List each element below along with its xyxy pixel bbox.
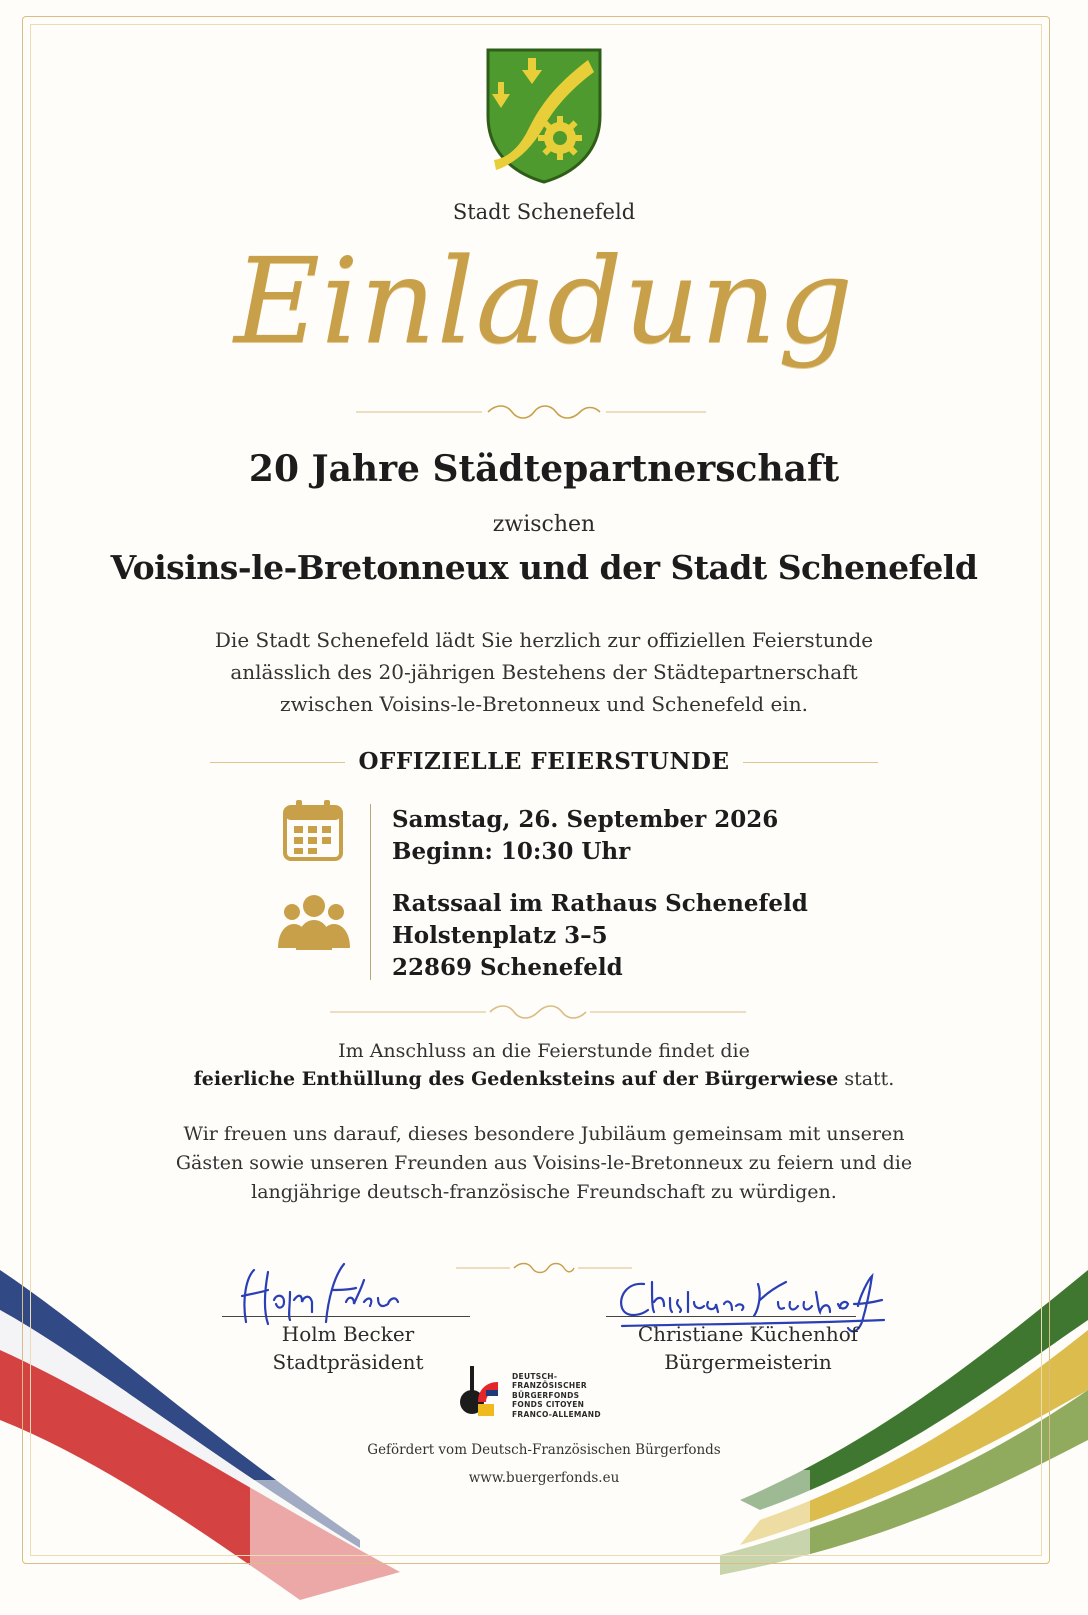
- ornament-divider: [0, 400, 1088, 424]
- funded-by-text: Gefördert vom Deutsch-Französischen Bürgerfonds: [367, 1442, 721, 1458]
- event-date: Samstag, 26. September 2026: [392, 806, 779, 833]
- closing-text: Wir freuen uns darauf, dieses besondere Jubiläum gemeinsam mit unseren Gästen sowie unseren Freunden aus Voisins-le-Bretonneux zu feiern und die langjährige deutsch-französische Freundschaft zu würdigen.: [175, 1123, 913, 1203]
- headline-connector: zwischen: [492, 512, 596, 537]
- event-venue-block: [392, 888, 808, 984]
- event-divider: [370, 804, 371, 980]
- event-street: Holstenplatz 3–5: [392, 922, 608, 949]
- website-link[interactable]: www.buergerfonds.eu: [468, 1470, 620, 1486]
- signer-right-role: Bürgermeisterin: [664, 1350, 832, 1374]
- invitation-title: Einladung: [233, 232, 855, 370]
- headline-title: 20 Jahre Städtepartnerschaft: [248, 448, 840, 490]
- signer-right-name: Christiane Küchenhof: [637, 1322, 859, 1346]
- after-text-2: feierliche Enthüllung des Gedenksteins auf der Bürgerwiese statt.: [193, 1068, 895, 1090]
- signer-right: [588, 1320, 908, 1376]
- city-crest-icon: [484, 46, 604, 186]
- ornament-divider-2: [0, 1000, 1088, 1024]
- people-icon: [278, 892, 350, 952]
- buergerfonds-logo-text: DEUTSCH- FRANZÖSISCHER BÜRGERFONDS FONDS CITOYEN FRANCO-ALLEMAND: [512, 1372, 601, 1419]
- signature-line-left: [222, 1316, 470, 1317]
- section-title: OFFIZIELLE FEIERSTUNDE: [345, 748, 744, 775]
- intro-text: Die Stadt Schenefeld lädt Sie herzlich zur offiziellen Feierstunde anlässlich des 20-jährigen Bestehens der Städtepartnerschaft zwischen Voisins-le-Bretonneux und Schenefeld ein.: [214, 628, 874, 716]
- event-time: Beginn: 10:30 Uhr: [392, 838, 631, 865]
- event-city: 22869 Schenefeld: [392, 954, 623, 981]
- headline-subtitle: Voisins-le-Bretonneux und der Stadt Schenefeld: [110, 548, 978, 587]
- event-venue: Ratssaal im Rathaus Schenefeld: [392, 890, 808, 917]
- signer-left-role: Stadtpräsident: [272, 1350, 424, 1374]
- section-header: [210, 748, 878, 778]
- buergerfonds-logo-icon: [458, 1362, 504, 1420]
- event-date-block: [392, 804, 778, 868]
- ornament-small: [0, 1256, 1088, 1280]
- after-text-1: Im Anschluss an die Feierstunde findet die: [338, 1040, 750, 1062]
- signature-line-right: [606, 1316, 856, 1317]
- signer-left-name: Holm Becker: [281, 1322, 415, 1346]
- city-name: Stadt Schenefeld: [452, 200, 636, 224]
- calendar-icon: [282, 798, 344, 862]
